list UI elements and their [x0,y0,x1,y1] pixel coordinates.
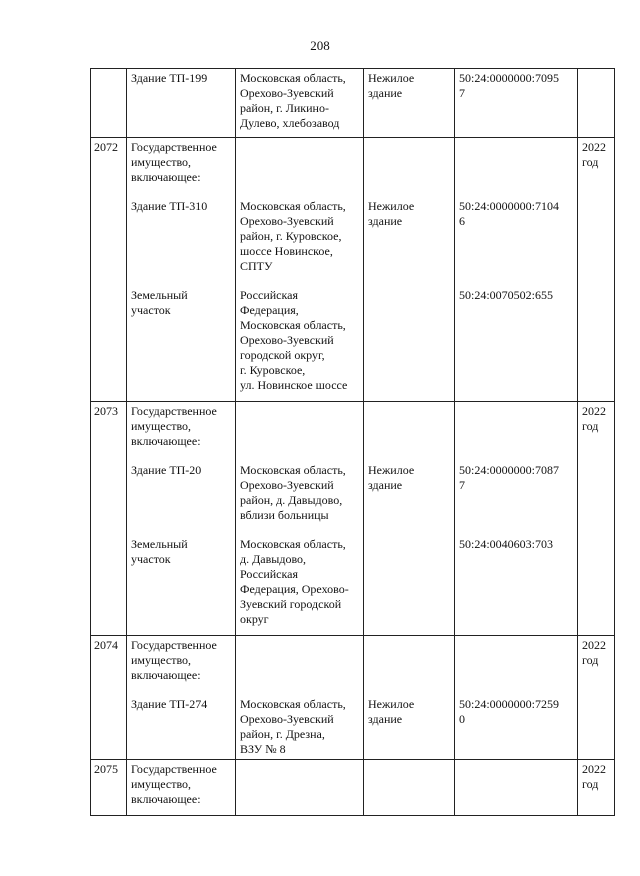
row-number: 2075 [91,760,127,816]
table-row [91,402,615,636]
object-type-line: Нежилое [368,71,415,85]
object-address-line: Орехово-Зуевский [240,86,334,100]
object-name-entry [131,463,231,523]
year-cell: 2022 год [578,636,615,760]
table-row [91,760,615,816]
table-row [91,138,615,402]
object-address-line: Федерация, Орехово- [240,582,349,596]
table-row [91,69,615,138]
object-address-cell [236,69,364,138]
cadastral-number-cell [455,69,578,138]
year-cell [578,69,615,138]
table-row [91,636,615,760]
row-number [91,69,127,138]
registry-body [91,69,615,816]
object-address-line: Московская область, [240,199,346,213]
object-type-entry [368,638,450,683]
object-name-cell [127,69,236,138]
cadastral-number-entry [459,762,573,807]
object-name-line: участок [131,303,171,317]
object-address-line: район, г. Ликино- [240,101,329,115]
page-number: 208 [310,38,330,53]
row-number: 2073 [91,402,127,636]
object-address-line: округ [240,612,269,626]
object-type-cell [364,636,455,760]
object-name-entry [131,762,231,807]
object-name-line: имущество, [131,419,192,433]
object-type-entry [368,71,450,131]
cadastral-number-line: 50:24:0000000:7095 [459,71,560,85]
cadastral-number-line: 50:24:0040603:703 [459,537,554,551]
cadastral-number-line: 50:24:0000000:7104 [459,199,560,213]
object-address-line: шоссе Новинское, [240,244,333,258]
object-address-entry [240,288,359,393]
object-address-line: СПТУ [240,259,273,273]
object-address-line: Московская область, [240,697,346,711]
cadastral-number-entry [459,537,573,627]
object-type-line: Нежилое [368,463,415,477]
object-type-line: здание [368,86,403,100]
object-name-entry [131,697,231,757]
object-address-entry [240,463,359,523]
object-address-line: район, г. Куровское, [240,229,342,243]
object-type-entry [368,697,450,757]
object-name-cell [127,636,236,760]
object-address-line: Зуевский городской [240,597,342,611]
object-address-line: Московская область, [240,71,346,85]
year-cell: 2022 год [578,402,615,636]
cadastral-number-entry [459,638,573,683]
object-type-line: Нежилое [368,697,415,711]
object-name-cell [127,402,236,636]
object-name-line: Здание ТП-20 [131,463,202,477]
year-cell: 2022 год [578,760,615,816]
object-name-cell [127,138,236,402]
object-address-line: Московская область, [240,463,346,477]
row-number: 2074 [91,636,127,760]
object-name-line: Здание ТП-199 [131,71,208,85]
object-type-entry [368,537,450,627]
object-address-cell [236,636,364,760]
object-address-line: Орехово-Зуевский [240,712,334,726]
cadastral-number-entry [459,199,573,274]
object-name-line: Государственное [131,404,217,418]
object-name-line: включающее: [131,434,201,448]
object-type-entry [368,288,450,393]
object-name-entry [131,404,231,449]
object-name-entry [131,638,231,683]
object-type-entry [368,404,450,449]
object-name-line: имущество, [131,653,192,667]
object-name-line: Земельный [131,537,188,551]
object-type-line: здание [368,712,403,726]
cadastral-number-cell [455,138,578,402]
object-type-cell [364,69,455,138]
object-name-line: Земельный [131,288,188,302]
cadastral-number-entry [459,71,573,131]
object-name-line: имущество, [131,777,192,791]
object-address-entry [240,71,359,131]
year-cell: 2022 год [578,138,615,402]
cadastral-number-cell [455,760,578,816]
cadastral-number-entry [459,697,573,757]
cadastral-number-cell [455,636,578,760]
object-type-line: здание [368,478,403,492]
object-name-line: имущество, [131,155,192,169]
object-name-cell [127,760,236,816]
object-address-line: Федерация, [240,303,299,317]
object-name-entry [131,288,231,393]
object-type-entry [368,762,450,807]
object-name-line: участок [131,552,171,566]
object-address-line: г. Куровское, [240,363,306,377]
object-type-cell [364,402,455,636]
object-address-line: Российская [240,288,298,302]
object-name-line: Здание ТП-274 [131,697,208,711]
object-name-line: включающее: [131,170,201,184]
cadastral-number-line: 0 [459,712,465,726]
object-address-cell [236,138,364,402]
object-name-entry [131,537,231,627]
object-address-entry [240,762,359,807]
cadastral-number-line: 50:24:0070502:655 [459,288,554,302]
cadastral-number-entry [459,288,573,393]
object-type-cell [364,138,455,402]
object-address-line: ул. Новинское шоссе [240,378,348,392]
object-name-line: включающее: [131,668,201,682]
object-address-entry [240,199,359,274]
row-number: 2072 [91,138,127,402]
object-name-line: Государственное [131,762,217,776]
property-registry-table [90,68,615,816]
object-address-line: Орехово-Зуевский [240,333,334,347]
object-address-line: Орехово-Зуевский [240,214,334,228]
object-address-entry [240,140,359,185]
object-address-line: Московская область, [240,318,346,332]
cadastral-number-entry [459,404,573,449]
object-address-line: район, д. Давыдово, [240,493,343,507]
cadastral-number-entry [459,140,573,185]
object-type-cell [364,760,455,816]
object-address-line: ВЗУ № 8 [240,742,286,756]
object-name-entry [131,199,231,274]
cadastral-number-line: 50:24:0000000:7087 [459,463,560,477]
object-type-line: здание [368,214,403,228]
object-address-cell [236,402,364,636]
cadastral-number-line: 7 [459,86,465,100]
object-address-line: Орехово-Зуевский [240,478,334,492]
object-address-entry [240,697,359,757]
object-type-line: Нежилое [368,199,415,213]
object-type-entry [368,140,450,185]
cadastral-number-line: 6 [459,214,465,228]
object-name-line: включающее: [131,792,201,806]
object-address-entry [240,404,359,449]
object-address-entry [240,537,359,627]
cadastral-number-cell [455,402,578,636]
object-name-line: Государственное [131,638,217,652]
object-type-entry [368,199,450,274]
object-address-cell [236,760,364,816]
object-name-entry [131,140,231,185]
object-address-line: Московская область, [240,537,346,551]
object-type-entry [368,463,450,523]
cadastral-number-entry [459,463,573,523]
object-name-line: Государственное [131,140,217,154]
object-address-line: район, г. Дрезна, [240,727,325,741]
cadastral-number-line: 50:24:0000000:7259 [459,697,560,711]
object-address-line: вблизи больницы [240,508,329,522]
object-name-line: Здание ТП-310 [131,199,208,213]
object-address-line: Дулево, хлебозавод [240,116,340,130]
object-address-line: д. Давыдово, [240,552,307,566]
object-address-entry [240,638,359,683]
object-address-line: городской округ, [240,348,325,362]
object-address-line: Российская [240,567,298,581]
cadastral-number-line: 7 [459,478,465,492]
object-name-entry [131,71,231,131]
